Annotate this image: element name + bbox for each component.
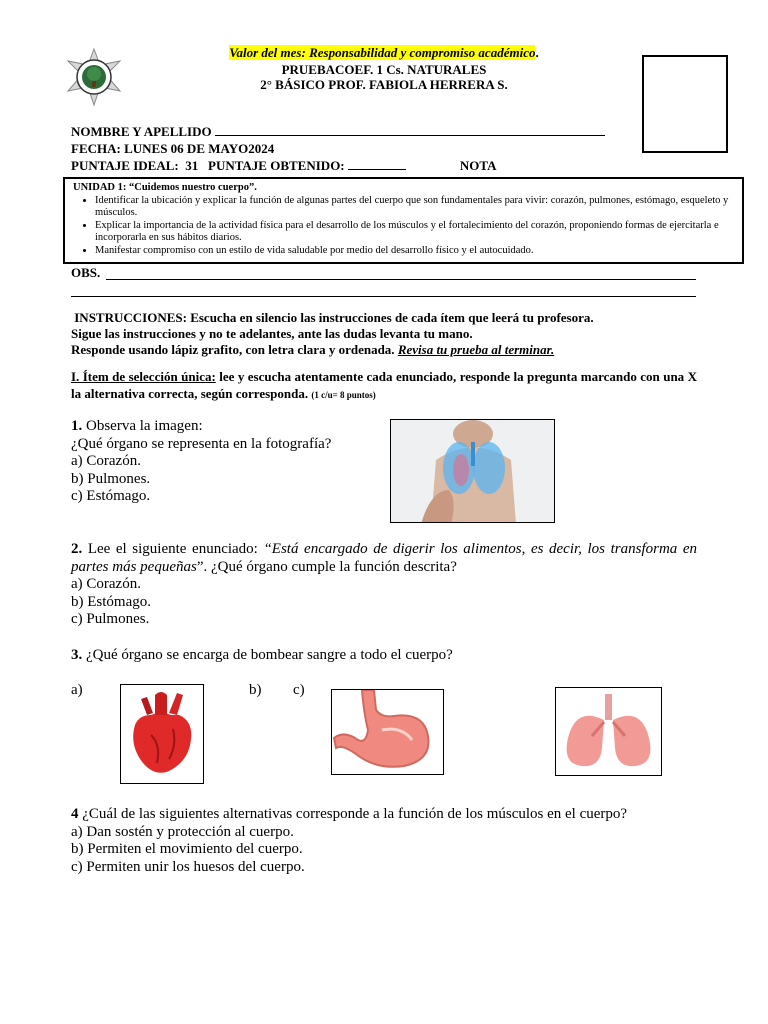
score-row: PUNTAJE IDEAL: 31 PUNTAJE OBTENIDO: NOTA <box>71 158 497 173</box>
obs-line[interactable] <box>71 296 696 297</box>
question-3: 3. ¿Qué órgano se encarga de bombear sangre a todo el cuerpo? <box>71 647 453 663</box>
section-1-header: I. Ítem de selección única: lee y escucha atentamente cada enunciado, responde la pregunta marcando con una X la alternativa correcta, según corresponda. (1 c/u= 8 puntos) <box>71 369 698 401</box>
instructions: INSTRUCCIONES: Escucha en silencio las instrucciones de cada ítem que leerá tu profesora. Sigue las instrucciones y no te adelantes, ante las dudas levanta tu mano. Responde usando lápiz grafito, con letra clara y ordenada. Revisa tu prueba al terminar. <box>71 310 594 357</box>
objective-item: • Manifestar compromiso con un estilo de vida saludable por medio del desarrollo físico y el autocuidado. <box>95 245 734 258</box>
stomach-image[interactable] <box>331 689 444 775</box>
lungs-image[interactable] <box>555 687 662 776</box>
objective-item: • Identificar la ubicación y explicar la función de algunas partes del cuerpo que son fundamentales para vivir: corazón, pulmones, estómago, esqueleto y músculos. <box>95 195 734 220</box>
option-c-label[interactable]: c) <box>293 682 305 698</box>
obtained-score-line[interactable] <box>348 158 406 170</box>
name-field[interactable]: NOMBRE Y APELLIDO <box>71 124 605 140</box>
option[interactable]: b) Estómago. <box>71 593 151 610</box>
test-title: PRUEBACOEF. 1 Cs. NATURALES <box>281 62 487 77</box>
value-of-month: Valor del mes: Responsabilidad y compromiso académico. <box>229 45 539 60</box>
option[interactable]: b) Permiten el movimiento del cuerpo. <box>71 841 303 857</box>
objective-item: • Explicar la importancia de la actividad física para el desarrollo de los músculos y el fortalecimiento del corazón, proponiendo formas de ejercitarla e incorporarla en sus hábitos diarios. <box>95 220 734 245</box>
option[interactable]: c) Estómago. <box>71 488 151 504</box>
unit-objectives-box <box>63 177 744 264</box>
question-4: 4 ¿Cuál de las siguientes alternativas corresponde a la función de los músculos en el cuerpo? a) Dan sostén y protección al cuerpo. b) Permiten el movimiento del cuerpo. c) Permiten unir los huesos del cuerpo. <box>71 806 697 876</box>
question-2: 2. Lee el siguiente enunciado: “Está encargado de digerir los alimentos, es decir, los transforma en partes más pequeñas”. ¿Qué órgano cumple la función descrita? a) Corazón. b) Estómago. c) Pulmones. <box>71 541 698 627</box>
name-line[interactable] <box>215 124 605 136</box>
option[interactable]: c) Pulmones. <box>71 611 150 627</box>
option[interactable]: a) Dan sostén y protección al cuerpo. <box>71 823 294 840</box>
obs-line[interactable] <box>106 279 696 280</box>
obs-label: OBS. <box>71 265 101 280</box>
objectives-list <box>73 195 734 258</box>
option[interactable]: a) Corazón. <box>71 576 141 592</box>
course-teacher: 2° BÁSICO PROF. FABIOLA HERRERA S. <box>260 77 508 92</box>
date-field: FECHA: LUNES 06 DE MAYO2024 <box>71 141 275 156</box>
option[interactable]: a) Corazón. <box>71 453 141 469</box>
option[interactable]: c) Permiten unir los huesos del cuerpo. <box>71 858 305 875</box>
question-1: 1. Observa la imagen: ¿Qué órgano se representa en la fotografía? a) Corazón. b) Pulmones. c) Estómago. <box>71 418 332 504</box>
option-b-label[interactable]: b) <box>249 682 262 698</box>
unit-title: UNIDAD 1: “Cuidemos nuestro cuerpo”. <box>73 182 257 193</box>
heart-image[interactable] <box>120 684 204 784</box>
option[interactable]: b) Pulmones. <box>71 470 151 487</box>
option-a-label[interactable]: a) <box>71 682 83 698</box>
lungs-photo <box>390 419 555 523</box>
